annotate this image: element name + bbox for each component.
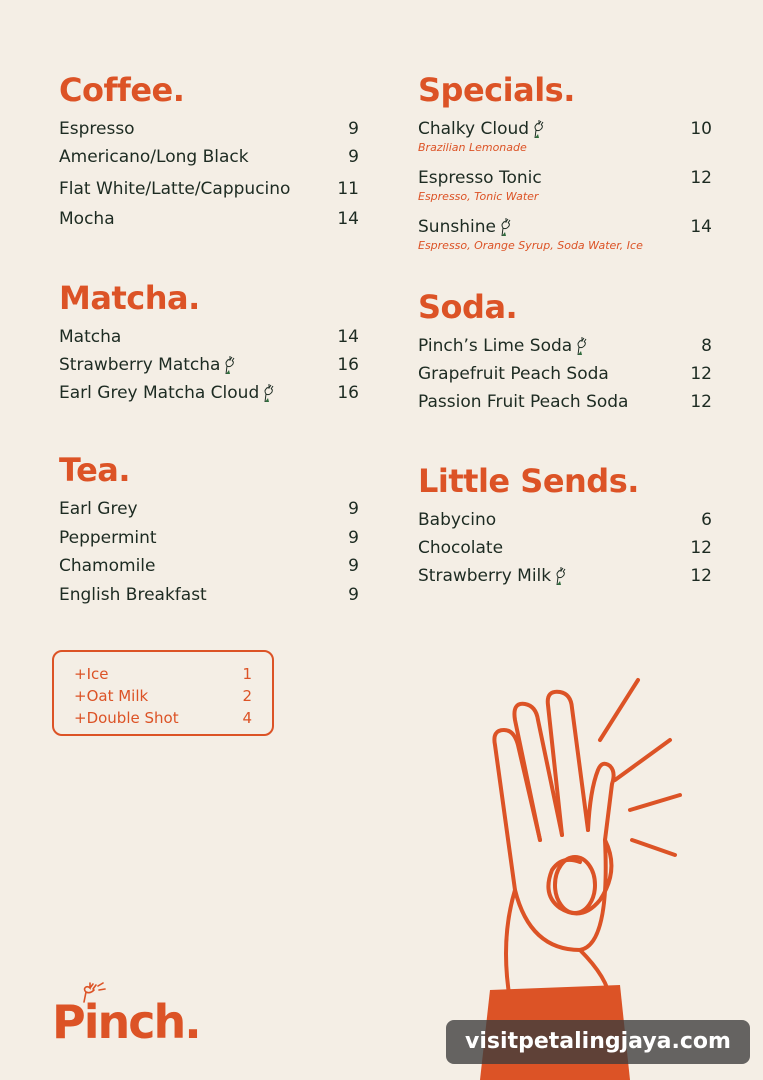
menu-item-name-block <box>418 216 643 253</box>
ok-hand-icon <box>223 354 237 376</box>
menu-item <box>418 363 712 385</box>
ok-hand-icon <box>499 216 513 238</box>
menu-item-name: Mocha <box>59 209 115 229</box>
soda-section <box>418 287 712 413</box>
menu-item-name: Sunshine <box>418 217 496 237</box>
menu-item <box>418 216 712 253</box>
menu-item-name-wrap <box>418 335 589 357</box>
addon-item <box>74 685 252 707</box>
menu-item-name: Chalky Cloud <box>418 119 530 139</box>
watermark-badge: visitpetalingjaya.com <box>446 1020 750 1064</box>
menu-item-name: Earl Grey Matcha Cloud <box>59 383 260 403</box>
menu-item-price: 12 <box>690 168 712 188</box>
menu-item-name-block <box>418 167 542 204</box>
section-title-matcha: Matcha. <box>59 279 200 317</box>
menu-item-price: 12 <box>690 392 712 412</box>
addon-item <box>74 707 252 729</box>
menu-item <box>59 178 359 200</box>
menu-item-price: 14 <box>337 209 359 229</box>
menu-item-price: 9 <box>348 556 359 576</box>
menu-item <box>418 167 712 204</box>
menu-item <box>59 208 359 230</box>
menu-item-name: Chocolate <box>418 538 504 558</box>
menu-item <box>59 354 359 376</box>
ok-hand-icon <box>554 565 568 587</box>
menu-item-name: Passion Fruit Peach Soda <box>418 392 629 412</box>
menu-item-name: Earl Grey <box>59 499 138 519</box>
menu-item-name-wrap <box>418 216 643 238</box>
menu-item-name: Babycino <box>418 510 497 530</box>
menu-item-price: 9 <box>348 528 359 548</box>
menu-item-name: Espresso <box>59 119 135 139</box>
menu-item-description: Espresso, Tonic Water <box>418 190 539 203</box>
menu-item-name-wrap <box>59 382 276 404</box>
menu-item-price: 14 <box>337 327 359 347</box>
addon-name: +Oat Milk <box>74 687 149 705</box>
menu-item-name-wrap <box>59 354 237 376</box>
menu-item-name: Flat White/Latte/Cappucino <box>59 179 291 199</box>
logo-text: Pinch. <box>52 995 200 1049</box>
tea-section <box>59 450 359 606</box>
menu-item-price: 12 <box>690 566 712 586</box>
menu-item <box>418 565 712 587</box>
addons-box <box>52 650 274 736</box>
menu-item-name: Strawberry Milk <box>418 566 552 586</box>
menu-item-name: Grapefruit Peach Soda <box>418 364 609 384</box>
menu-right-column <box>418 70 712 587</box>
menu-item-name-wrap <box>418 118 546 140</box>
ok-hand-illustration <box>470 660 700 1080</box>
ok-hand-icon <box>532 118 546 140</box>
menu-item <box>59 498 359 520</box>
menu-item-name: Peppermint <box>59 528 157 548</box>
menu-item-name: Strawberry Matcha <box>59 355 221 375</box>
menu-item-description: Espresso, Orange Syrup, Soda Water, Ice <box>418 239 643 252</box>
menu-item-name-block <box>418 118 546 155</box>
menu-item-price: 14 <box>690 217 712 237</box>
section-title-tea: Tea. <box>59 451 131 489</box>
menu-item <box>59 326 359 348</box>
addon-price: 1 <box>242 665 252 683</box>
menu-item-description: Brazilian Lemonade <box>418 141 527 154</box>
addon-item <box>74 663 252 685</box>
menu-item-price: 16 <box>337 383 359 403</box>
menu-item-price: 16 <box>337 355 359 375</box>
menu-item <box>418 509 712 531</box>
menu-item-name: Pinch’s Lime Soda <box>418 336 573 356</box>
section-title-coffee: Coffee. <box>59 71 185 109</box>
ok-hand-icon <box>575 335 589 357</box>
section-title-soda: Soda. <box>418 288 518 326</box>
menu-item-name: Chamomile <box>59 556 156 576</box>
menu-item <box>418 391 712 413</box>
matcha-section <box>59 278 359 404</box>
addon-name: +Ice <box>74 665 109 683</box>
menu-item <box>418 118 712 155</box>
menu-item-price: 10 <box>690 119 712 139</box>
menu-item-name: Matcha <box>59 327 122 347</box>
coffee-section <box>59 70 359 230</box>
menu-item-name: Espresso Tonic <box>418 168 542 188</box>
menu-item <box>59 146 359 168</box>
addon-name: +Double Shot <box>74 709 179 727</box>
ok-hand-icon <box>262 382 276 404</box>
little-sends-section <box>418 461 712 587</box>
menu-item-name: English Breakfast <box>59 585 207 605</box>
menu-item-price: 9 <box>348 119 359 139</box>
menu-item-price: 11 <box>337 179 359 199</box>
menu-item-price: 12 <box>690 364 712 384</box>
menu-item-price: 6 <box>701 510 712 530</box>
menu-item-price: 12 <box>690 538 712 558</box>
menu-item <box>59 555 359 577</box>
menu-item-price: 9 <box>348 147 359 167</box>
menu-item-price: 9 <box>348 499 359 519</box>
menu-item-name: Americano/Long Black <box>59 147 249 167</box>
menu-item-price: 8 <box>701 336 712 356</box>
menu-left-column <box>59 70 359 606</box>
menu-item <box>59 527 359 549</box>
menu-item <box>418 537 712 559</box>
menu-item-price: 9 <box>348 585 359 605</box>
menu-item <box>418 335 712 357</box>
menu-item <box>59 118 359 140</box>
menu-item <box>59 584 359 606</box>
pinch-logo <box>52 982 200 1054</box>
specials-section <box>418 70 712 253</box>
section-title-little-sends: Little Sends. <box>418 462 639 500</box>
addon-price: 4 <box>242 709 252 727</box>
menu-item-name-wrap <box>418 565 568 587</box>
addon-price: 2 <box>242 687 252 705</box>
section-title-specials: Specials. <box>418 71 575 109</box>
menu-item <box>59 382 359 404</box>
